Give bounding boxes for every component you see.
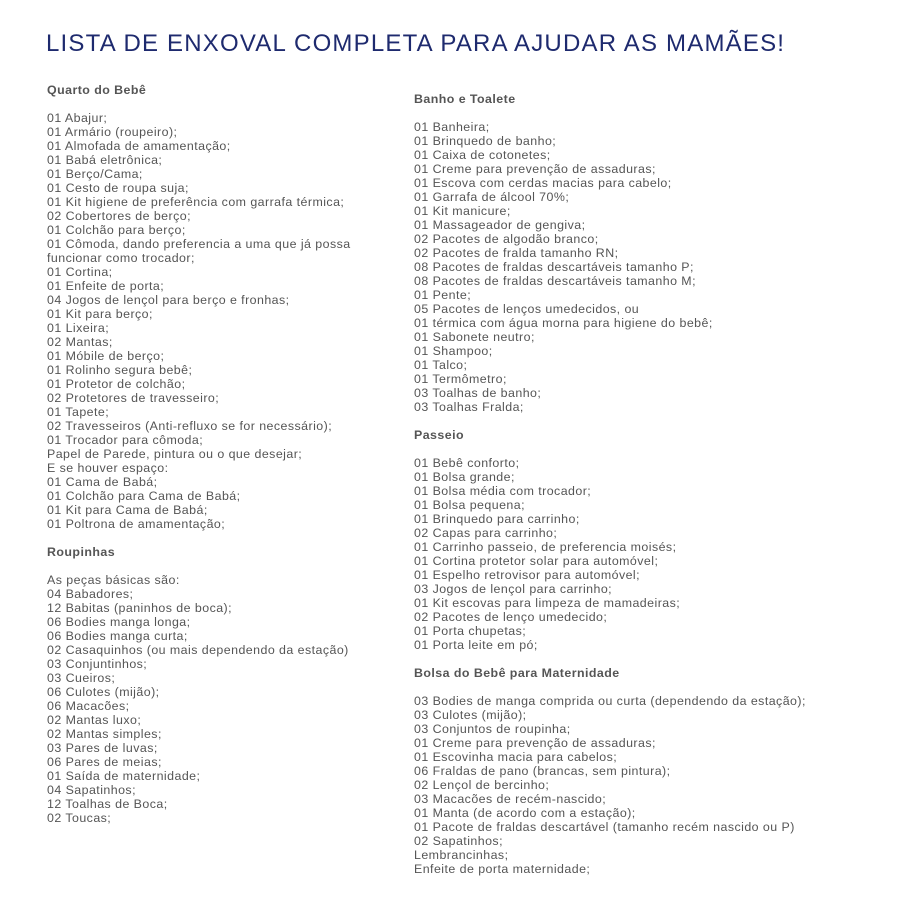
list-item: 01 Móbile de berço; [47,349,165,363]
list-item: 03 Culotes (mijão); [414,708,527,722]
list-item: 12 Toalhas de Boca; [47,797,168,811]
list-item: 01 Brinquedo para carrinho; [414,512,580,526]
list-item: 01 Massageador de gengiva; [414,218,586,232]
list-item: 03 Cueiros; [47,671,116,685]
list-item: 01 Abajur; [47,111,108,125]
list-item: 02 Lençol de bercinho; [414,778,550,792]
list-item: 02 Toucas; [47,811,112,825]
list-item: 03 Macacões de recém-nascido; [414,792,607,806]
list-item: 01 Porta leite em pó; [414,638,538,652]
right-column [414,92,874,890]
list-item: 01 Kit para Cama de Babá; [47,503,208,517]
list-item: 02 Capas para carrinho; [414,526,558,540]
list-item: 01 Bolsa pequena; [414,498,525,512]
list-item: 01 Escovinha macia para cabelos; [414,750,618,764]
list-item: 02 Travesseiros (Anti-refluxo se for necessário); [47,419,333,433]
list-item: 01 Kit para berço; [47,307,153,321]
list-item: 06 Macacões; [47,699,130,713]
section-title: Passeio [414,428,464,442]
list-item: 01 Escova com cerdas macias para cabelo; [414,176,672,190]
list-item: 01 Colchão para berço; [47,223,186,237]
left-column [47,83,387,839]
section-bolsa-do-bebe-para-maternidade [414,666,874,876]
list-item: 02 Mantas luxo; [47,713,142,727]
list-item: 01 Tapete; [47,405,110,419]
section-title: Roupinhas [47,545,116,559]
list-item: 01 Cama de Babá; [47,475,158,489]
list-item: 03 Conjuntos de roupinha; [414,722,571,736]
list-item: 06 Pares de meias; [47,755,162,769]
list-item: E se houver espaço: [47,461,169,475]
page-title: LISTA DE ENXOVAL COMPLETA PARA AJUDAR AS MAMÃES! [46,30,786,57]
list-item: 04 Babadores; [47,587,134,601]
section-roupinhas [47,545,387,825]
section-quarto-do-bebe [47,83,387,531]
list-item: 01 Cômoda, dando preferencia a uma que já possa funcionar como trocador; [47,237,351,265]
list-item: 03 Jogos de lençol para carrinho; [414,582,613,596]
list-item: 01 Garrafa de álcool 70%; [414,190,570,204]
list-item: 03 Toalhas Fralda; [414,400,524,414]
list-item: 01 Brinquedo de banho; [414,134,557,148]
list-item: 01 Cortina; [47,265,113,279]
list-item: 02 Pacotes de fralda tamanho RN; [414,246,619,260]
list-item: 02 Pacotes de lenço umedecido; [414,610,608,624]
section-title: Banho e Toalete [414,92,516,106]
list-item: 01 Babá eletrônica; [47,153,163,167]
list-item: 01 Berço/Cama; [47,167,143,181]
list-item: 01 Caixa de cotonetes; [414,148,551,162]
list-item: 02 Casaquinhos (ou mais dependendo da estação) [47,643,349,657]
list-item: 01 térmica com água morna para higiene do bebê; [414,316,713,330]
list-item: 01 Lixeira; [47,321,110,335]
list-item: 06 Fraldas de pano (brancas, sem pintura); [414,764,671,778]
list-item: 01 Porta chupetas; [414,624,527,638]
list-item: 01 Creme para prevenção de assaduras; [414,162,656,176]
list-item: As peças básicas são: [47,573,180,587]
list-item: 03 Toalhas de banho; [414,386,542,400]
list-item: 06 Bodies manga curta; [47,629,188,643]
list-item: 01 Espelho retrovisor para automóvel; [414,568,641,582]
list-item: 01 Banheira; [414,120,490,134]
list-item: 02 Mantas simples; [47,727,162,741]
list-item: 01 Poltrona de amamentação; [47,517,226,531]
list-item: 02 Mantas; [47,335,113,349]
list-item: Lembrancinhas; [414,848,509,862]
section-banho-e-toalete [414,92,874,414]
list-item: 01 Pacote de fraldas descartável (tamanho recém nascido ou P) [414,820,795,834]
list-item: Papel de Parede, pintura ou o que desejar; [47,447,303,461]
list-item: 06 Culotes (mijão); [47,685,160,699]
list-item: 03 Conjuntinhos; [47,657,148,671]
list-item: 08 Pacotes de fraldas descartáveis tamanho P; [414,260,694,274]
list-item: 02 Pacotes de algodão branco; [414,232,599,246]
section-title: Quarto do Bebê [47,83,147,97]
list-item: 01 Armário (roupeiro); [47,125,178,139]
list-item: 05 Pacotes de lenços umedecidos, ou [414,302,640,316]
list-item: 04 Sapatinhos; [47,783,136,797]
list-item: 01 Bebê conforto; [414,456,520,470]
list-item: 01 Sabonete neutro; [414,330,535,344]
section-title: Bolsa do Bebê para Maternidade [414,666,620,680]
list-item: 01 Rolinho segura bebê; [47,363,193,377]
list-item: 01 Protetor de colchão; [47,377,186,391]
list-item: 01 Cortina protetor solar para automóvel; [414,554,659,568]
list-item: 02 Sapatinhos; [414,834,503,848]
list-item: 12 Babitas (paninhos de boca); [47,601,233,615]
list-item: 01 Creme para prevenção de assaduras; [414,736,656,750]
list-item: 08 Pacotes de fraldas descartáveis tamanho M; [414,274,696,288]
list-item: 02 Protetores de travesseiro; [47,391,220,405]
list-item: 04 Jogos de lençol para berço e fronhas; [47,293,290,307]
list-item: 01 Cesto de roupa suja; [47,181,189,195]
list-item: 03 Pares de luvas; [47,741,158,755]
list-item: 01 Enfeite de porta; [47,279,165,293]
list-item: 01 Saída de maternidade; [47,769,201,783]
list-item: 01 Carrinho passeio, de preferencia moisés; [414,540,677,554]
list-item: 06 Bodies manga longa; [47,615,191,629]
list-item: 01 Kit higiene de preferência com garrafa térmica; [47,195,345,209]
list-item: 01 Talco; [414,358,468,372]
list-item: 01 Kit manicure; [414,204,511,218]
list-item: 01 Termômetro; [414,372,507,386]
list-item: 01 Manta (de acordo com a estação); [414,806,636,820]
list-item: Enfeite de porta maternidade; [414,862,591,876]
section-passeio [414,428,874,652]
list-item: 01 Trocador para cômoda; [47,433,204,447]
list-item: 01 Colchão para Cama de Babá; [47,489,241,503]
list-item: 03 Bodies de manga comprida ou curta (dependendo da estação); [414,694,806,708]
list-item: 01 Almofada de amamentação; [47,139,231,153]
list-item: 01 Bolsa grande; [414,470,515,484]
list-item: 01 Kit escovas para limpeza de mamadeiras; [414,596,681,610]
list-item: 01 Bolsa média com trocador; [414,484,592,498]
list-item: 02 Cobertores de berço; [47,209,191,223]
list-item: 01 Shampoo; [414,344,493,358]
list-item: 01 Pente; [414,288,472,302]
